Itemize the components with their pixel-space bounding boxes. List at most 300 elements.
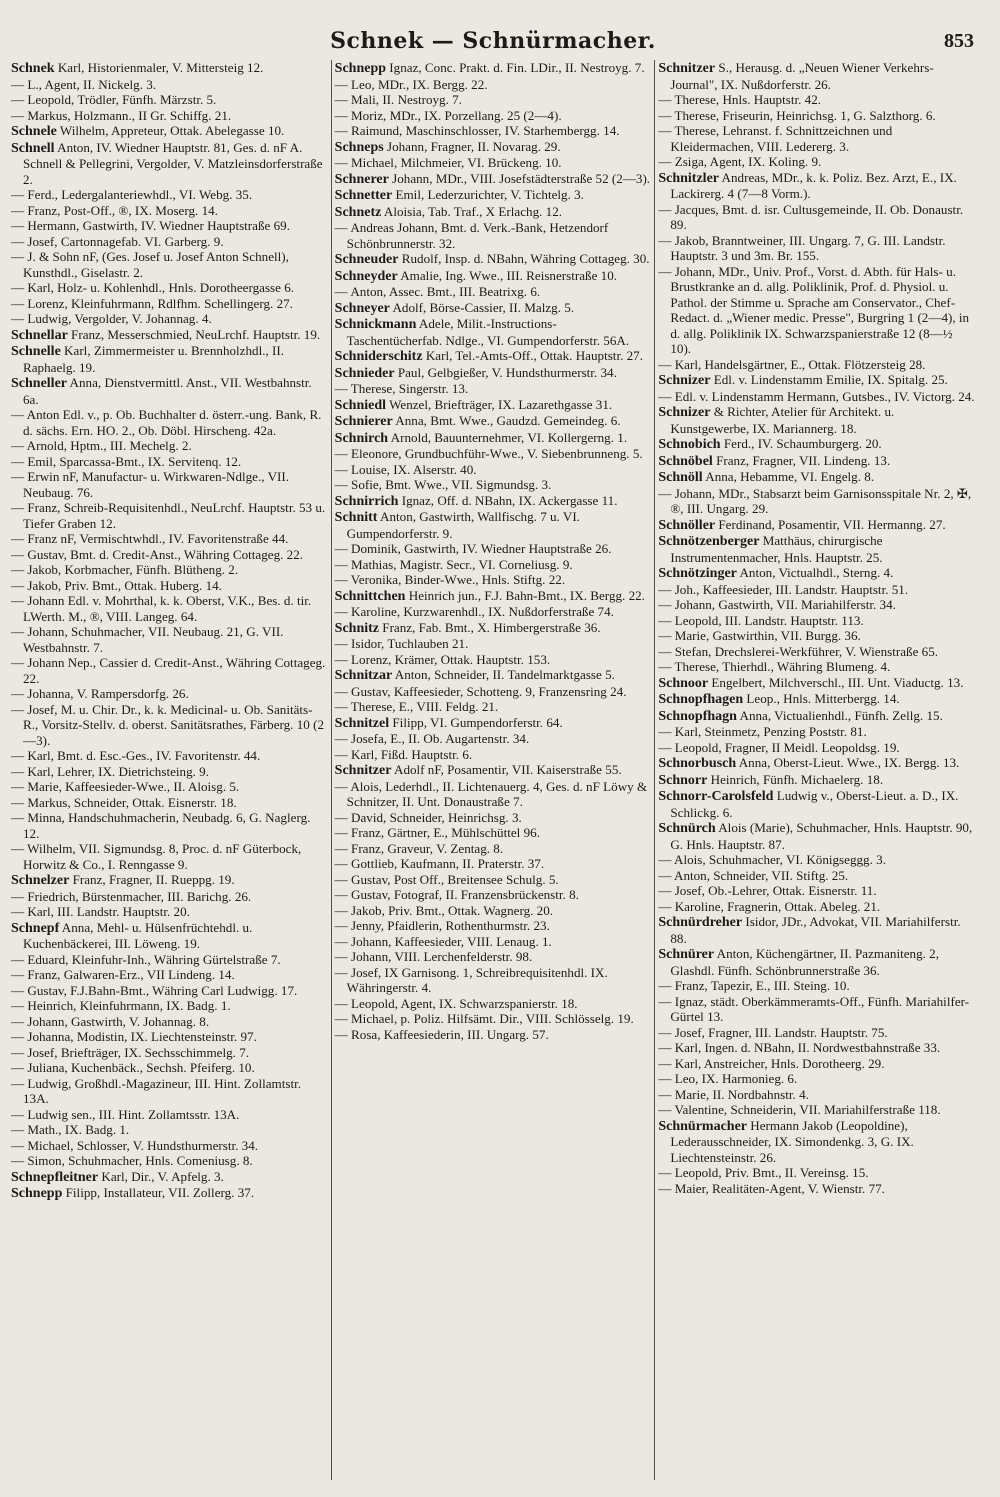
entry-text: — Ludwig, Vergolder, V. Johannag. 4. (11, 311, 212, 326)
entry-text: — Rosa, Kaffeesiederin, III. Ungarg. 57. (334, 1026, 549, 1042)
entry-text: — Johann, Kaffeesieder, VIII. Lenaug. 1. (334, 933, 552, 949)
entry-text: Anna, Oberst-Lieut. Wwe., IX. Bergg. 13. (736, 755, 960, 770)
directory-entry (11, 624, 328, 655)
entry-surname: Schnellar (11, 327, 68, 343)
directory-entry (11, 311, 328, 327)
directory-entry (658, 852, 975, 868)
entry-text: — Johanna, V. Rampersdorfg. 26. (11, 686, 189, 701)
entry-text: — Anton, Schneider, VII. Stiftg. 25. (658, 867, 849, 883)
page-title: Schnek — Schnürmacher. (330, 28, 656, 54)
directory-entry (658, 389, 975, 405)
entry-surname: Schnickmann (334, 317, 417, 332)
entry-text: — Johann, VIII. Lerchenfelderstr. 98. (334, 949, 533, 964)
entry-text: — Math., IX. Badg. 1. (11, 1122, 130, 1137)
directory-entry (11, 203, 328, 219)
directory-entry (335, 636, 652, 652)
directory-entry (658, 708, 975, 725)
directory-entry (11, 375, 328, 407)
entry-text: — Josef, Briefträger, IX. Sechsschimmelg. 7. (11, 1044, 250, 1060)
entry-text: Engelbert, Milchverschl., III. Unt. Viaductg. 13. (708, 674, 964, 690)
directory-entry (335, 365, 652, 382)
entry-text: — Valentine, Schneiderin, VII. Mariahilferstraße 118. (658, 1102, 941, 1117)
text-columns (8, 60, 978, 1480)
entry-text: — Andreas Johann, Bmt. d. Verk.-Bank, Hetzendorf Schönbrunnerstr. 32. (334, 220, 609, 251)
directory-entry (335, 747, 652, 763)
directory-entry (335, 541, 652, 557)
directory-entry (335, 856, 652, 872)
directory-entry (11, 92, 328, 108)
directory-entry (335, 284, 652, 300)
entry-text: — Karl, Ingen. d. NBahn, II. Nordwestbahnstraße 33. (658, 1040, 941, 1055)
entry-text: Andreas, MDr., k. k. Poliz. Bez. Arzt, E., IX. Lackirerg. 4 (7—8 Vorm.). (670, 169, 957, 201)
directory-entry (11, 702, 328, 749)
directory-entry (335, 684, 652, 700)
entry-text: — Jakob, Priv. Bmt., Ottak. Huberg. 14. (11, 577, 222, 593)
directory-entry (335, 1011, 652, 1027)
entry-text: S., Herausg. d. „Neuen Wiener Verkehrs-Journal", IX. Nußdorferstr. 26. (670, 60, 934, 92)
entry-text: — Marie, II. Nordbahnstr. 4. (658, 1086, 809, 1102)
directory-entry (335, 965, 652, 996)
directory-entry (335, 60, 652, 77)
entry-text: — Louise, IX. Alserstr. 40. (334, 461, 477, 477)
entry-text: Franz, Fab. Bmt., X. Himbergerstraße 36. (379, 619, 601, 635)
directory-entry (11, 77, 328, 93)
directory-entry (658, 170, 975, 202)
directory-entry (658, 1118, 975, 1166)
directory-entry (11, 280, 328, 296)
directory-entry (11, 1138, 328, 1154)
entry-surname: Schnopfhagen (658, 692, 744, 707)
directory-entry (11, 500, 328, 531)
entry-text: — Leopold, Priv. Bmt., II. Vereinsg. 15. (658, 1165, 869, 1180)
entry-text: Anton, Gastwirth, Wallfischg. 7 u. VI. Gumpendorferstr. 9. (346, 509, 580, 541)
entry-text: — Johanna, Modistin, IX. Liechtensteinstr. 97. (11, 1029, 257, 1044)
directory-entry (11, 531, 328, 547)
directory-entry (658, 453, 975, 470)
directory-entry (335, 872, 652, 888)
entry-text: — Karl, Bmt. d. Esc.-Ges., IV. Favoritenstr. 44. (11, 748, 261, 763)
directory-entry (335, 588, 652, 605)
directory-entry (11, 779, 328, 795)
entry-text: — Ludwig sen., III. Hint. Zollamtsstr. 13A. (11, 1106, 240, 1122)
directory-entry (335, 572, 652, 588)
directory-entry (11, 218, 328, 234)
entry-text: — Leopold, Fragner, II Meidl. Leopoldsg. 19. (658, 739, 900, 755)
entry-text: Amalie, Ing. Wwe., III. Reisnerstraße 10. (397, 267, 618, 283)
directory-entry (658, 264, 975, 357)
directory-entry (658, 486, 975, 517)
directory-entry (335, 715, 652, 732)
page-header (8, 22, 978, 60)
entry-text: — Hermann, Gastwirth, IV. Wiedner Hauptstraße 69. (11, 218, 290, 233)
entry-text: — Karoline, Kurzwarenhdl., IX. Nußdorferstraße 74. (334, 604, 614, 619)
entry-surname: Schnizer (658, 405, 711, 420)
entry-surname: Schnobich (658, 437, 721, 452)
entry-text: — Karl, III. Landstr. Hauptstr. 20. (11, 904, 190, 919)
directory-entry (335, 825, 652, 841)
directory-entry (11, 562, 328, 578)
directory-entry (658, 691, 975, 708)
entry-text: — Franz nF, Vermischtwhdl., IV. Favoritenstraße 44. (11, 531, 289, 546)
entry-text: Filipp, VI. Gumpendorferstr. 64. (389, 714, 563, 730)
directory-entry (658, 92, 975, 108)
directory-entry (11, 593, 328, 624)
directory-entry (658, 517, 975, 534)
entry-text: — Karl, Holz- u. Kohlenhdl., Hnls. Dorotheergasse 6. (11, 280, 295, 295)
entry-text: Emil, Lederzurichter, V. Tichtelg. 3. (392, 187, 584, 202)
directory-entry (658, 404, 975, 436)
entry-text: — Simon, Schuhmacher, Hnls. Comeniusg. 8. (11, 1153, 253, 1168)
entry-text: Isidor, JDr., Advokat, VII. Mariahilferstr. 88. (670, 914, 961, 946)
directory-entry (335, 779, 652, 810)
directory-entry (11, 810, 328, 841)
directory-entry (658, 946, 975, 978)
entry-text: — Franz, Tapezir, E., III. Steing. 10. (658, 978, 850, 993)
entry-text: Karl, Tel.-Amts-Off., Ottak. Hauptstr. 27. (422, 348, 643, 363)
directory-entry (658, 659, 975, 675)
directory-entry (658, 675, 975, 692)
entry-text: — Therese, Singerstr. 13. (334, 381, 469, 396)
entry-text: — Josef, Cartonnagefab. VI. Garberg. 9. (11, 233, 224, 249)
directory-entry (335, 762, 652, 779)
entry-text: Ludwig v., Oberst-Lieut. a. D., IX. Schlickg. 6. (670, 788, 959, 820)
entry-text: — Johann, Gastwirth, V. Johannag. 8. (11, 1013, 210, 1029)
directory-entry (11, 1060, 328, 1076)
entry-text: — Therese, Hnls. Hauptstr. 42. (658, 92, 822, 107)
entry-text: Leop., Hnls. Mitterbergg. 14. (743, 691, 900, 706)
directory-entry (11, 327, 328, 344)
entry-surname: Schnitzar (334, 668, 393, 683)
entry-text: — Maier, Realitäten-Agent, V. Wienstr. 77. (658, 1180, 885, 1196)
entry-text: — Emil, Sparcassa-Bmt., IX. Servitenq. 12. (11, 453, 242, 469)
directory-entry (11, 1029, 328, 1045)
entry-surname: Schnetz (334, 204, 382, 220)
directory-entry (11, 454, 328, 470)
entry-text: — Friedrich, Bürstenmacher, III. Barichg. 26. (11, 888, 252, 904)
directory-entry (335, 604, 652, 620)
directory-entry (11, 795, 328, 811)
entry-text: — Franz, Schreib-Requisitenhdl., NeuLrchf. Hauptstr. 53 u. Tiefer Graben 12. (11, 500, 326, 531)
entry-text: — Gustav, F.J.Bahn-Bmt., Währing Carl Ludwigg. 17. (11, 982, 298, 998)
directory-entry (11, 578, 328, 594)
directory-entry (335, 841, 652, 857)
entry-text: — Mali, II. Nestroyg. 7. (334, 92, 462, 107)
directory-entry (335, 348, 652, 365)
directory-entry (658, 154, 975, 170)
entry-text: — Jenny, Pfaidlerin, Rothenthurmstr. 23. (334, 918, 550, 933)
entry-surname: Schnopfhagn (658, 708, 737, 724)
entry-text: — Josef, Ob.-Lehrer, Ottak. Eisnerstr. 11. (658, 883, 877, 898)
entry-text: — Leopold, Trödler, Fünfh. Märzstr. 5. (11, 92, 217, 107)
directory-entry (335, 123, 652, 139)
entry-text: Heinrich, Fünfh. Michaelerg. 18. (707, 771, 884, 787)
directory-entry (658, 60, 975, 92)
entry-text: — Isidor, Tuchlauben 21. (334, 636, 469, 651)
directory-entry (658, 899, 975, 915)
entry-text: — Therese, Lehranst. f. Schnittzeichnen und Kleidermachen, VIII. Ledererg. 3. (658, 123, 893, 154)
directory-entry (11, 108, 328, 124)
directory-entry (11, 904, 328, 920)
directory-entry (335, 381, 652, 397)
entry-surname: Schniedl (334, 397, 387, 413)
entry-surname: Schneyder (334, 268, 398, 284)
entry-text: — Dominik, Gastwirth, IV. Wiedner Hauptstraße 26. (334, 541, 612, 556)
directory-entry (11, 547, 328, 563)
entry-surname: Schnizer (658, 373, 711, 388)
entry-surname: Schnetter (334, 188, 393, 203)
entry-surname: Schnötzenberger (658, 534, 760, 549)
directory-entry (658, 1102, 975, 1118)
entry-text: Matthäus, chirurgische Instrumentenmacher, Hnls. Hauptstr. 25. (670, 533, 883, 565)
directory-entry (658, 1165, 975, 1181)
directory-entry (11, 889, 328, 905)
directory-entry (335, 268, 652, 285)
entry-surname: Schnöll (658, 470, 703, 485)
directory-entry (11, 249, 328, 280)
directory-entry (335, 92, 652, 108)
directory-entry (335, 477, 652, 493)
entry-text: — Franz, Gärtner, E., Mühlschüttel 96. (334, 825, 540, 840)
column-2 (332, 60, 656, 1480)
column-3 (655, 60, 978, 1480)
directory-entry (658, 820, 975, 852)
directory-entry (335, 446, 652, 462)
directory-entry (11, 1169, 328, 1186)
entry-text: Filipp, Installateur, VII. Zollerg. 37. (62, 1185, 255, 1200)
entry-surname: Schnitzer (334, 763, 392, 778)
directory-entry (335, 462, 652, 478)
entry-text: — Jakob, Korbmacher, Fünfh. Blütheng. 2. (11, 562, 239, 577)
entry-text: — Juliana, Kuchenbäck., Sechsh. Pfeiferg. 10. (11, 1060, 255, 1075)
directory-entry (658, 202, 975, 233)
entry-surname: Schneller (11, 376, 67, 391)
entry-text: — Leopold, III. Landstr. Hauptstr. 113. (658, 612, 864, 628)
entry-text: — Jacques, Bmt. d. isr. Cultusgemeinde, II. Ob. Donaustr. 89. (658, 201, 964, 232)
entry-text: Wenzel, Briefträger, IX. Lazarethgasse 31. (386, 396, 613, 412)
entry-text: — Mathias, Magistr. Secr., VI. Corneliusg. 9. (334, 556, 573, 572)
column-1 (8, 60, 332, 1480)
entry-text: Karl, Historienmaler, V. Mittersteig 12. (54, 60, 264, 75)
directory-entry (11, 920, 328, 952)
directory-entry (11, 296, 328, 312)
directory-entry (11, 407, 328, 438)
entry-text: — Lorenz, Krämer, Ottak. Hauptstr. 153. (334, 651, 551, 667)
directory-entry (11, 1014, 328, 1030)
directory-entry (658, 644, 975, 660)
entry-text: — Johann, Gastwirth, VII. Mariahilferstr. 34. (658, 597, 896, 612)
entry-surname: Schneyer (334, 300, 390, 316)
entry-text: — Johann Nep., Cassier d. Credit-Anst., Währing Cottageg. 22. (11, 655, 326, 686)
entry-text: Adolf nF, Posamentir, VII. Kaiserstraße 55. (391, 762, 622, 777)
directory-entry (658, 533, 975, 565)
entry-text: — Johann Edl. v. Mohrthal, k. k. Oberst, V.K., Bes. d. tir. LWerth. M., ®, VIII. Langeg. 64. (11, 593, 312, 624)
directory-entry (658, 755, 975, 772)
entry-surname: Schnelzer (11, 873, 70, 888)
entry-text: Anna, Hebamme, VI. Engelg. 8. (702, 469, 875, 484)
entry-text: — Franz, Post-Off., ®, IX. Moserg. 14. (11, 202, 218, 218)
entry-text: Paul, Gelbgießer, V. Hundsthurmerstr. 34. (394, 364, 617, 380)
entry-text: — Josefa, E., II. Ob. Augartenstr. 34. (334, 731, 530, 746)
directory-entry (658, 357, 975, 373)
directory-entry (658, 1040, 975, 1056)
entry-text: — Karl, Handelsgärtner, E., Ottak. Flötzersteig 28. (658, 356, 926, 372)
directory-entry (658, 436, 975, 453)
directory-entry (335, 204, 652, 221)
directory-entry (658, 1025, 975, 1041)
entry-surname: Schnepp (11, 1186, 63, 1201)
entry-surname: Schnürdreher (658, 915, 743, 930)
entry-text: Anton, Schneider, II. Tandelmarktgasse 5. (392, 667, 615, 682)
entry-surname: Schnek (11, 61, 55, 76)
entry-surname: Schniderschitz (334, 349, 423, 364)
entry-text: — Moriz, MDr., IX. Porzellang. 25 (2—4). (334, 107, 562, 123)
directory-entry (658, 582, 975, 598)
entry-surname: Schnitz (334, 620, 380, 636)
entry-text: Anna, Bmt. Wwe., Gaudzd. Gemeindeg. 6. (392, 413, 621, 428)
entry-text: — Eduard, Kleinfuhr-Inh., Währing Gürtelstraße 7. (11, 951, 281, 967)
entry-text: — Anton, Assec. Bmt., III. Beatrixg. 6. (334, 284, 541, 299)
directory-entry (335, 667, 652, 684)
directory-entry (658, 123, 975, 154)
entry-text: — Alois, Schuhmacher, VI. Königseggg. 3. (658, 852, 886, 867)
entry-surname: Schnitzler (658, 170, 719, 186)
entry-surname: Schneuder (334, 252, 399, 267)
directory-entry (658, 233, 975, 264)
entry-text: — Alois, Lederhdl., II. Lichtenauerg. 4, Ges. d. nF Löwy & Schnitzer, II. Unt. Donaustraße 7. (334, 778, 648, 809)
entry-text: — Therese, E., VIII. Feldg. 21. (334, 699, 499, 714)
entry-text: Aloisia, Tab. Traf., X Erlachg. 12. (381, 203, 563, 219)
entry-text: Ignaz, Conc. Prakt. d. Fin. LDir., II. Nestroyg. 7. (386, 60, 645, 75)
entry-text: — Gustav, Kaffeesieder, Schotteng. 9, Franzensring 24. (334, 683, 627, 699)
entry-surname: Schnele (11, 124, 57, 139)
entry-text: — Franz, Graveur, V. Zentag. 8. (334, 840, 504, 856)
directory-entry (335, 949, 652, 965)
directory-entry (335, 397, 652, 414)
directory-entry (658, 868, 975, 884)
entry-text: — Ferd., Ledergalanteriewhdl., VI. Webg. 35. (11, 187, 253, 202)
entry-text: — Jakob, Priv. Bmt., Ottak. Wagnerg. 20. (334, 902, 554, 918)
directory-entry (11, 140, 328, 188)
entry-surname: Schnöller (658, 517, 716, 533)
entry-text: — Arnold, Hptm., III. Mechelg. 2. (11, 438, 192, 453)
entry-text: — Karl, Anstreicher, Hnls. Dorotheerg. 29. (658, 1055, 885, 1071)
directory-entry (658, 740, 975, 756)
directory-entry (658, 1087, 975, 1103)
entry-text: Franz, Fragner, II. Rueppg. 19. (69, 872, 235, 887)
directory-entry (11, 983, 328, 999)
entry-text: Karl, Dir., V. Apfelg. 3. (98, 1168, 224, 1184)
entry-text: Anton, Victualhdl., Sterng. 4. (736, 565, 894, 580)
directory-entry (11, 872, 328, 889)
directory-entry (658, 469, 975, 486)
directory-entry (335, 316, 652, 348)
entry-surname: Schnepf (11, 920, 60, 936)
entry-text: — Johann, Schuhmacher, VII. Neubaug. 21, G. VII. Westbahnstr. 7. (11, 624, 284, 655)
entry-text: — Therese, Thierhdl., Währing Blumeng. 4. (658, 659, 891, 674)
entry-surname: Schnirrich (334, 493, 399, 509)
directory-entry (11, 438, 328, 454)
entry-text: Ferdinand, Posamentir, VII. Hermanng. 27. (715, 516, 946, 532)
directory-entry (335, 77, 652, 93)
directory-entry (11, 343, 328, 375)
directory-entry (335, 171, 652, 188)
directory-entry (658, 883, 975, 899)
directory-entry (335, 251, 652, 268)
entry-surname: Schnepfleitner (11, 1169, 99, 1185)
entry-text: — Stefan, Drechslerei-Werkführer, V. Wienstraße 65. (658, 643, 939, 659)
directory-entry (335, 934, 652, 950)
directory-entry (335, 1027, 652, 1043)
directory-entry (11, 1122, 328, 1138)
entry-text: — Karl, Fißd. Hauptstr. 6. (334, 746, 473, 762)
entry-surname: Schnitt (334, 510, 378, 525)
entry-text: Ignaz, Off. d. NBahn, IX. Ackergasse 11. (398, 492, 618, 508)
entry-text: — Therese, Friseurin, Heinrichsg. 1, G. Salzthorg. 6. (658, 107, 936, 123)
entry-text: Karl, Zimmermeister u. Brennholzhdl., II. Raphaelg. 19. (23, 343, 285, 375)
entry-surname: Schnöbel (658, 453, 713, 469)
directory-entry (335, 220, 652, 251)
entry-text: — Jakob, Branntweiner, III. Ungarg. 7, G. III. Landstr. Hauptstr. 3 und 3m. Br. 155. (658, 232, 946, 263)
entry-text: Anna, Mehl- u. Hülsenfrüchtehdl. u. Kuchenbäckerei, III. Löweng. 19. (23, 919, 253, 951)
entry-text: Edl. v. Lindenstamm Emilie, IX. Spitalg. 25. (710, 372, 948, 387)
entry-text: Alois (Marie), Schuhmacher, Hnls. Hauptstr. 90, G. Hnls. Hauptstr. 87. (670, 820, 973, 852)
entry-surname: Schnorr-Carolsfeld (658, 789, 774, 804)
entry-text: Wilhelm, Appreteur, Ottak. Abelegasse 10. (56, 123, 285, 138)
directory-entry (658, 1056, 975, 1072)
entry-text: — Gottlieb, Kaufmann, II. Praterstr. 37. (334, 856, 545, 871)
entry-text: — Karl, Lehrer, IX. Dietrichsteing. 9. (11, 763, 209, 779)
directory-entry (335, 155, 652, 171)
directory-entry (658, 1071, 975, 1087)
directory-entry (335, 903, 652, 919)
directory-entry (335, 652, 652, 668)
entry-text: Heinrich jun., F.J. Bahn-Bmt., IX. Bergg. 22. (405, 587, 645, 603)
entry-surname: Schnieder (334, 365, 395, 381)
entry-text: & Richter, Atelier für Architekt. u. Kunstgewerbe, IX. Mariannerg. 18. (670, 404, 895, 436)
entry-text: — Wilhelm, VII. Sigmundsg. 8, Proc. d. nF Güterbock, Horwitz & Co., I. Renngasse 9. (11, 841, 302, 872)
directory-entry (335, 557, 652, 573)
directory-entry (658, 1181, 975, 1197)
entry-text: Hermann Jakob (Leopoldine), Lederausschneider, IX. Simondenkg. 3, G. IX. Liechtensteinstr. 26. (670, 1117, 914, 1165)
directory-entry (11, 1153, 328, 1169)
directory-entry (11, 469, 328, 500)
entry-text: Adolf, Börse-Cassier, II. Malzg. 5. (389, 299, 575, 315)
directory-entry (335, 887, 652, 903)
entry-text: — Lorenz, Kleinfuhrmann, Rdlfhm. Schellingerg. 27. (11, 295, 293, 311)
directory-entry (11, 1107, 328, 1123)
entry-text: — L., Agent, II. Nickelg. 3. (11, 76, 157, 92)
entry-text: Anton, IV. Wiedner Hauptstr. 81, Ges. d. nF A. Schnell & Pellegrini, Vergolder, V. Matzleinsdorferstraße 2. (23, 139, 323, 187)
entry-surname: Schnepp (334, 61, 387, 76)
entry-text: — Gustav, Post Off., Breitensee Schulg. 5. (334, 871, 559, 887)
entry-text: — Raimund, Maschinschlosser, IV. Starhembergg. 14. (334, 123, 620, 138)
entry-text: — Josef, M. u. Chir. Dr., k. k. Medicinal- u. Ob. Sanitäts-R., Vorsitz-Stellv. d. oberst. Sanitätsrathes, Färberg. 10 (2—3). (11, 701, 325, 748)
entry-text: — Josef, Fragner, III. Landstr. Hauptstr. 75. (658, 1024, 888, 1040)
directory-entry (11, 123, 328, 140)
directory-entry (658, 108, 975, 124)
entry-text: — Anton Edl. v., p. Ob. Buchhalter d. österr.-ung. Bank, R. d. sächs. Ern. HO. 2., Ob. Döbl. Hirscheng. 42a. (11, 407, 322, 438)
entry-text: — Leo, IX. Harmonieg. 6. (658, 1071, 798, 1086)
entry-text: — J. & Sohn nF, (Ges. Josef u. Josef Anton Schnell), Kunsthdl., Giselastr. 2. (11, 249, 289, 280)
entry-text: Rudolf, Insp. d. NBahn, Währing Cottageg. 30. (398, 251, 650, 266)
entry-text: — Marie, Gastwirthin, VII. Burgg. 36. (658, 628, 861, 643)
entry-surname: Schnürmacher (658, 1118, 748, 1134)
entry-text: Ferd., IV. Schaumburgerg. 20. (720, 436, 882, 451)
entry-text: Anna, Victualienhdl., Fünfh. Zellg. 15. (736, 707, 943, 723)
directory-entry (335, 430, 652, 447)
entry-text: — Marie, Kaffeesieder-Wwe., II. Aloisg. 5. (11, 779, 240, 794)
entry-text: Franz, Messerschmied, NeuLrchf. Hauptstr. 19. (67, 326, 321, 342)
